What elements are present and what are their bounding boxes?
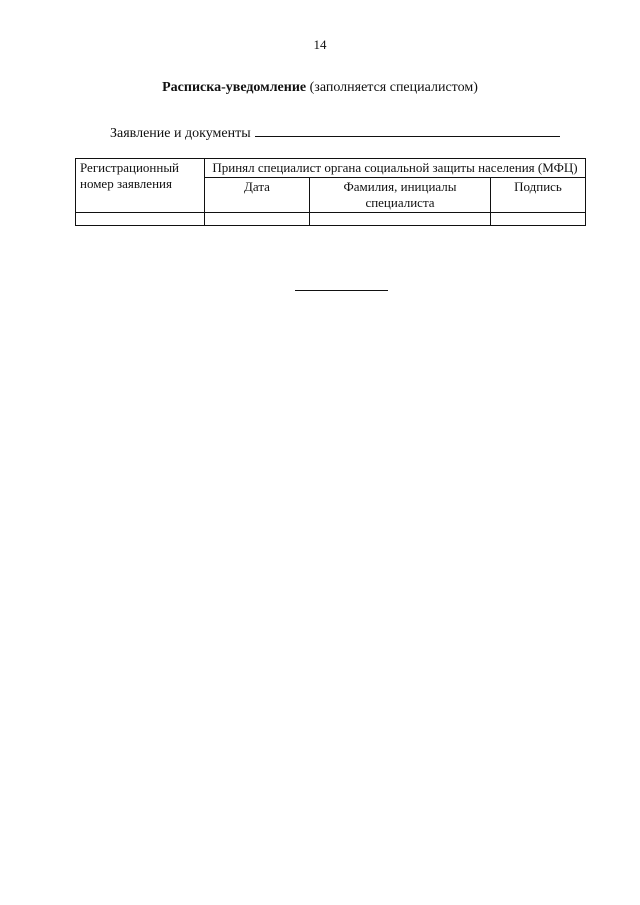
reg-number-header: Регистрационный номер заявления: [76, 159, 205, 213]
table-row: [76, 213, 586, 226]
end-separator-line: [295, 290, 388, 291]
accepted-by-header: Принял специалист органа социальной защиты населения (МФЦ): [205, 159, 586, 178]
title-bold: Расписка-уведомление: [162, 80, 307, 95]
page-number: 14: [313, 37, 327, 52]
statement-fill-line: [255, 122, 560, 137]
reg-number-cell: [76, 213, 205, 226]
name-header: Фамилия, инициалы специалиста: [310, 178, 491, 213]
signature-cell: [491, 213, 586, 226]
statement-row: [110, 122, 560, 142]
receipt-table: [75, 158, 586, 226]
title-note: (заполняется специалистом): [306, 80, 478, 95]
date-header: Дата: [205, 178, 310, 213]
header-row: [76, 159, 586, 178]
name-cell: [310, 213, 491, 226]
date-cell: [205, 213, 310, 226]
statement-label: Заявление и документы: [110, 126, 251, 141]
signature-header: Подпись: [491, 178, 586, 213]
document-title: [0, 80, 640, 96]
